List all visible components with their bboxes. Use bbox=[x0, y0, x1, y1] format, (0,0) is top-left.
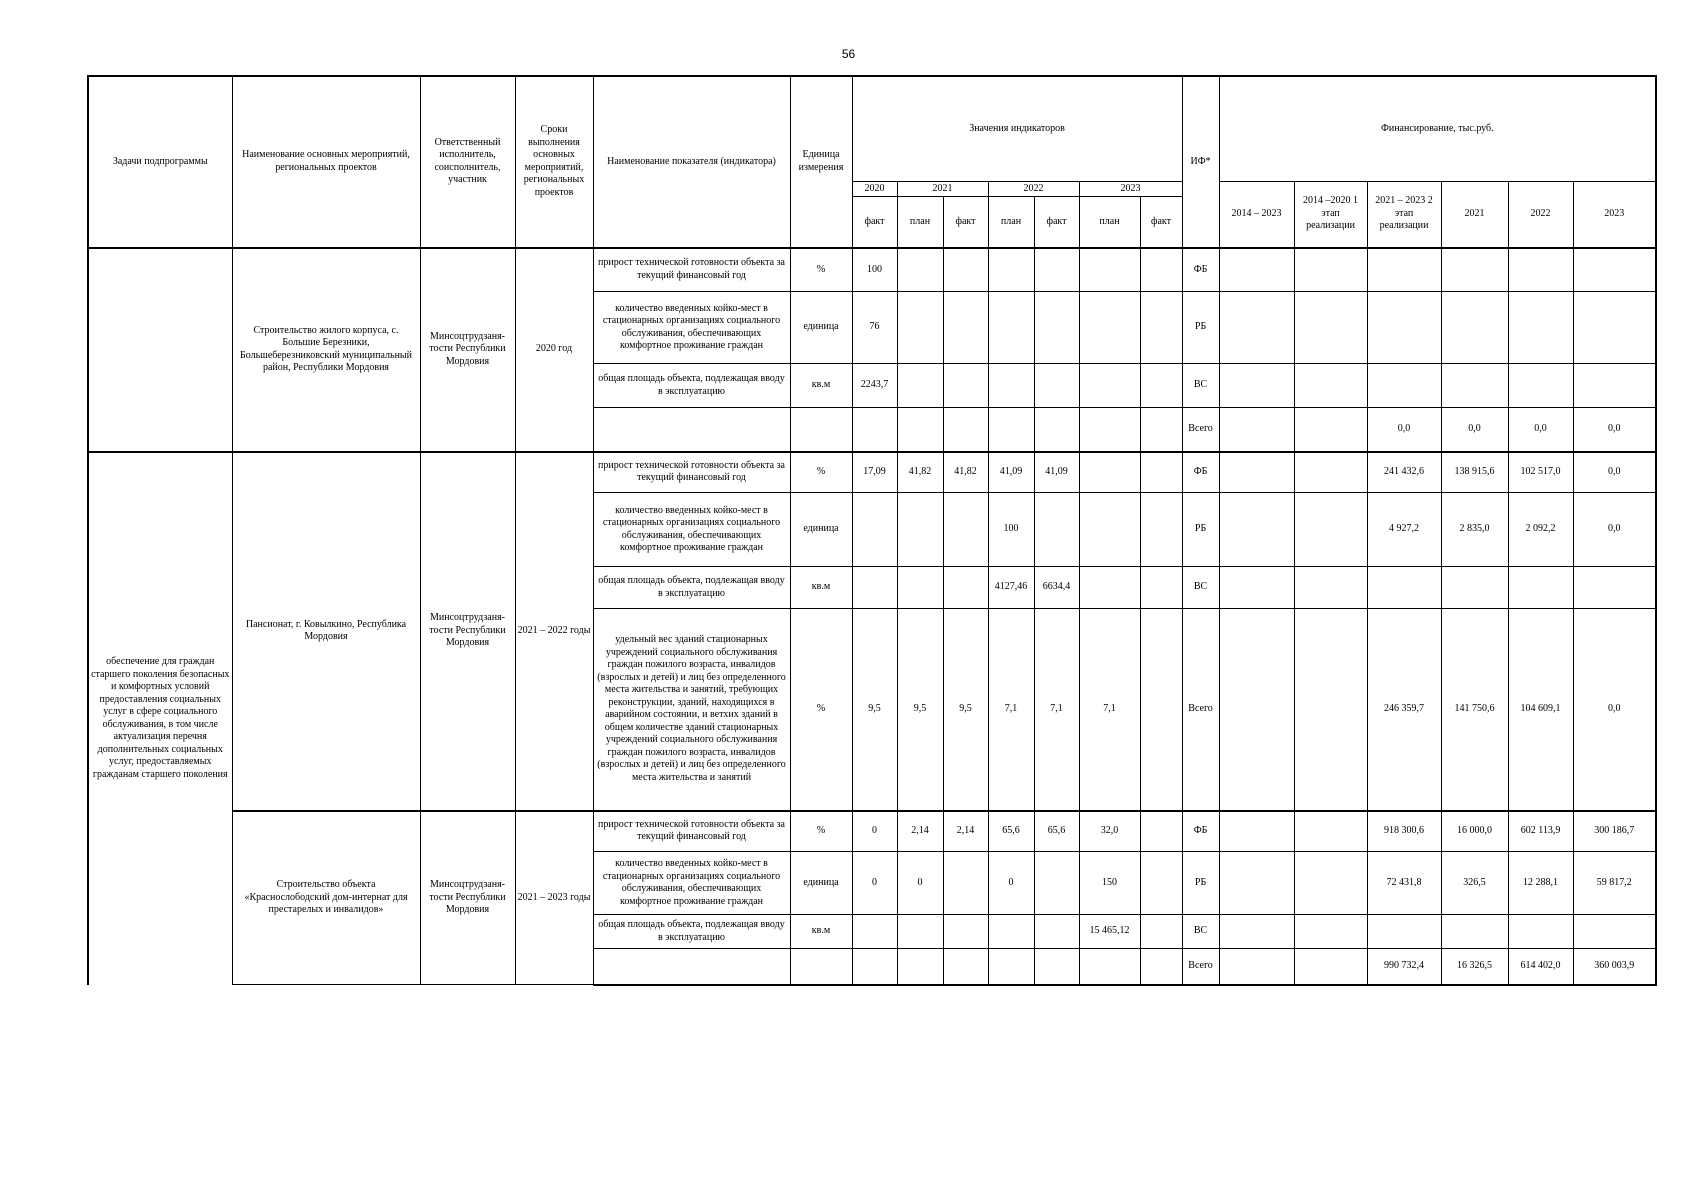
unit-cell: кв.м bbox=[790, 915, 852, 949]
header-sub: факт bbox=[943, 197, 988, 248]
financing-value: 102 517,0 bbox=[1508, 452, 1573, 493]
header-sub: факт bbox=[1140, 197, 1182, 248]
indicator-name: удельный вес зданий стационарных учреждений социального обслуживания граждан пожилого возраста, инвалидов (взрослых и детей) и лиц без определенного места жительства и занятий, требующих реконструкции, зданий, находящихся в аварийном состоянии, и ветхих зданий в общем количестве зданий стационарных учреждений социального обслуживания граждан пожилого возраста, инвалидов (взрослых и детей) и лиц без определенного места жительства и занятий bbox=[593, 609, 790, 811]
indicator-value bbox=[852, 493, 897, 567]
indicator-value bbox=[988, 292, 1034, 364]
header-task: Задачи подпрограммы bbox=[88, 76, 232, 248]
indicator-value bbox=[852, 915, 897, 949]
financing-value: 2 092,2 bbox=[1508, 493, 1573, 567]
financing-value: 4 927,2 bbox=[1367, 493, 1441, 567]
indicator-value bbox=[943, 248, 988, 292]
unit-cell: единица bbox=[790, 493, 852, 567]
financing-value bbox=[1219, 811, 1294, 852]
task-cell: обеспечение для граждан старшего поколения безопасных и комфортных условий предоставления социальных услуг в сфере социального обслуживания, в том числе актуализация перечня дополнительных социальных услуг, предоставляемых гражданам старшего поколения bbox=[88, 452, 232, 985]
indicator-value bbox=[1140, 915, 1182, 949]
source-cell: Всего bbox=[1182, 609, 1219, 811]
indicator-value bbox=[1079, 364, 1140, 408]
indicator-value: 9,5 bbox=[852, 609, 897, 811]
indicator-value bbox=[1140, 609, 1182, 811]
indicator-value bbox=[943, 364, 988, 408]
indicator-name: количество введенных койко-мест в стационарных организациях социального обслуживания, обеспечивающих комфортное проживание граждан bbox=[593, 852, 790, 915]
financing-value bbox=[1219, 248, 1294, 292]
indicator-value: 76 bbox=[852, 292, 897, 364]
indicator-value bbox=[1079, 248, 1140, 292]
indicator-value: 7,1 bbox=[1079, 609, 1140, 811]
financing-value: 614 402,0 bbox=[1508, 949, 1573, 985]
indicator-name bbox=[593, 949, 790, 985]
indicator-value: 4127,46 bbox=[988, 567, 1034, 609]
financing-value bbox=[1508, 292, 1573, 364]
unit-cell bbox=[790, 949, 852, 985]
indicator-value: 32,0 bbox=[1079, 811, 1140, 852]
financing-value bbox=[1219, 364, 1294, 408]
indicator-value bbox=[1140, 949, 1182, 985]
header-measures: Наименование основных мероприятий, региональных проектов bbox=[232, 76, 420, 248]
financing-value bbox=[1294, 248, 1367, 292]
unit-cell: % bbox=[790, 452, 852, 493]
financing-value bbox=[1294, 292, 1367, 364]
indicator-value: 7,1 bbox=[1034, 609, 1079, 811]
program-table bbox=[87, 75, 1657, 986]
header-sub: план bbox=[897, 197, 943, 248]
header-fin-stage1: 2014 –2020 1 этап реализации bbox=[1294, 181, 1367, 248]
unit-cell: единица bbox=[790, 852, 852, 915]
indicator-value: 0 bbox=[988, 852, 1034, 915]
financing-value bbox=[1508, 364, 1573, 408]
indicator-value bbox=[1140, 452, 1182, 493]
financing-value bbox=[1294, 949, 1367, 985]
financing-value: 918 300,6 bbox=[1367, 811, 1441, 852]
indicator-value bbox=[897, 408, 943, 452]
indicator-value bbox=[1140, 811, 1182, 852]
indicator-name: количество введенных койко-мест в стационарных организациях социального обслуживания, обеспечивающих комфортное проживание граждан bbox=[593, 292, 790, 364]
indicator-value bbox=[1140, 493, 1182, 567]
header-fin-total: 2014 – 2023 bbox=[1219, 181, 1294, 248]
financing-value bbox=[1573, 248, 1656, 292]
page-number: 56 bbox=[841, 47, 856, 61]
responsible-name: Минсоцтрудзаня-тости Республики Мордовия bbox=[420, 811, 515, 985]
indicator-value: 17,09 bbox=[852, 452, 897, 493]
table-row bbox=[88, 248, 1656, 292]
financing-value bbox=[1294, 408, 1367, 452]
financing-value bbox=[1219, 609, 1294, 811]
header-year-2020: 2020 bbox=[852, 181, 897, 197]
financing-value bbox=[1294, 609, 1367, 811]
financing-value bbox=[1219, 915, 1294, 949]
indicator-value bbox=[1140, 292, 1182, 364]
financing-value: 0,0 bbox=[1441, 408, 1508, 452]
indicator-name: прирост технической готовности объекта за текущий финансовый год bbox=[593, 248, 790, 292]
indicator-value bbox=[852, 408, 897, 452]
indicator-value: 0 bbox=[897, 852, 943, 915]
indicator-value bbox=[1140, 364, 1182, 408]
financing-value bbox=[1573, 915, 1656, 949]
indicator-value: 2243,7 bbox=[852, 364, 897, 408]
financing-value bbox=[1367, 915, 1441, 949]
table-row bbox=[88, 452, 1656, 493]
indicator-name: прирост технической готовности объекта за текущий финансовый год bbox=[593, 811, 790, 852]
indicator-value bbox=[943, 408, 988, 452]
header-year-2022: 2022 bbox=[988, 181, 1079, 197]
indicator-value: 6634,4 bbox=[1034, 567, 1079, 609]
indicator-value bbox=[988, 248, 1034, 292]
financing-value bbox=[1219, 408, 1294, 452]
source-cell: РБ bbox=[1182, 493, 1219, 567]
indicator-value bbox=[1034, 408, 1079, 452]
indicator-value: 100 bbox=[852, 248, 897, 292]
indicator-value bbox=[1079, 292, 1140, 364]
indicator-value bbox=[1079, 493, 1140, 567]
indicator-value bbox=[1140, 567, 1182, 609]
source-cell: РБ bbox=[1182, 852, 1219, 915]
financing-value: 16 326,5 bbox=[1441, 949, 1508, 985]
header-sub: факт bbox=[852, 197, 897, 248]
indicator-value: 9,5 bbox=[897, 609, 943, 811]
indicator-value: 9,5 bbox=[943, 609, 988, 811]
indicator-value bbox=[897, 949, 943, 985]
indicator-value bbox=[1140, 408, 1182, 452]
header-financing: Финансирование, тыс.руб. bbox=[1219, 76, 1656, 181]
financing-value bbox=[1508, 567, 1573, 609]
source-cell: ВС bbox=[1182, 915, 1219, 949]
financing-value: 2 835,0 bbox=[1441, 493, 1508, 567]
indicator-value bbox=[988, 915, 1034, 949]
source-cell: ФБ bbox=[1182, 811, 1219, 852]
financing-value bbox=[1508, 915, 1573, 949]
financing-value: 246 359,7 bbox=[1367, 609, 1441, 811]
financing-value: 0,0 bbox=[1573, 408, 1656, 452]
indicator-value bbox=[1034, 292, 1079, 364]
financing-value bbox=[1294, 452, 1367, 493]
header-fin-2022: 2022 bbox=[1508, 181, 1573, 248]
financing-value: 12 288,1 bbox=[1508, 852, 1573, 915]
unit-cell: единица bbox=[790, 292, 852, 364]
financing-value: 0,0 bbox=[1573, 609, 1656, 811]
responsible-name: Минсоцтрудзаня-тости Республики Мордовия bbox=[420, 248, 515, 452]
financing-value bbox=[1294, 364, 1367, 408]
unit-cell: % bbox=[790, 811, 852, 852]
financing-value bbox=[1441, 915, 1508, 949]
unit-cell: % bbox=[790, 609, 852, 811]
indicator-value bbox=[1140, 852, 1182, 915]
financing-value: 141 750,6 bbox=[1441, 609, 1508, 811]
financing-value: 16 000,0 bbox=[1441, 811, 1508, 852]
header-terms: Сроки выполнения основных мероприятий, региональных проектов bbox=[515, 76, 593, 248]
financing-value bbox=[1294, 811, 1367, 852]
indicator-value bbox=[897, 567, 943, 609]
indicator-value: 65,6 bbox=[1034, 811, 1079, 852]
indicator-value bbox=[1034, 949, 1079, 985]
indicator-value: 41,82 bbox=[897, 452, 943, 493]
source-cell: ВС bbox=[1182, 567, 1219, 609]
financing-value: 326,5 bbox=[1441, 852, 1508, 915]
measure-name: Пансионат, г. Ковылкино, Республика Мордовия bbox=[232, 452, 420, 811]
indicator-value: 2,14 bbox=[943, 811, 988, 852]
header-sub: факт bbox=[1034, 197, 1079, 248]
term-cell: 2021 – 2022 годы bbox=[515, 452, 593, 811]
financing-value bbox=[1367, 364, 1441, 408]
responsible-name: Минсоцтрудзаня-тости Республики Мордовия bbox=[420, 452, 515, 811]
source-cell: Всего bbox=[1182, 949, 1219, 985]
indicator-value bbox=[897, 915, 943, 949]
table-row bbox=[88, 811, 1656, 852]
indicator-name: общая площадь объекта, подлежащая вводу в эксплуатацию bbox=[593, 915, 790, 949]
indicator-value: 41,82 bbox=[943, 452, 988, 493]
header-indicator-values: Значения индикаторов bbox=[852, 76, 1182, 181]
header-sub: план bbox=[988, 197, 1034, 248]
indicator-value: 41,09 bbox=[1034, 452, 1079, 493]
source-cell: ФБ bbox=[1182, 452, 1219, 493]
financing-value bbox=[1219, 452, 1294, 493]
term-cell: 2020 год bbox=[515, 248, 593, 452]
financing-value bbox=[1219, 493, 1294, 567]
indicator-value bbox=[1079, 408, 1140, 452]
indicator-value bbox=[897, 292, 943, 364]
financing-value: 360 003,9 bbox=[1573, 949, 1656, 985]
task-cell-empty bbox=[88, 248, 232, 452]
header-unit: Единица измерения bbox=[790, 76, 852, 248]
financing-value bbox=[1441, 364, 1508, 408]
financing-value: 0,0 bbox=[1573, 493, 1656, 567]
financing-value: 0,0 bbox=[1573, 452, 1656, 493]
source-cell: ФБ bbox=[1182, 248, 1219, 292]
indicator-value bbox=[852, 567, 897, 609]
financing-value bbox=[1294, 567, 1367, 609]
financing-value bbox=[1294, 915, 1367, 949]
indicator-value bbox=[943, 852, 988, 915]
financing-value: 990 732,4 bbox=[1367, 949, 1441, 985]
indicator-value bbox=[988, 364, 1034, 408]
indicator-value bbox=[943, 915, 988, 949]
indicator-value: 100 bbox=[988, 493, 1034, 567]
financing-value: 72 431,8 bbox=[1367, 852, 1441, 915]
financing-value: 138 915,6 bbox=[1441, 452, 1508, 493]
financing-value: 241 432,6 bbox=[1367, 452, 1441, 493]
indicator-value bbox=[988, 408, 1034, 452]
indicator-value: 150 bbox=[1079, 852, 1140, 915]
header-fin-2023: 2023 bbox=[1573, 181, 1656, 248]
header-fin-stage2: 2021 – 2023 2 этап реализации bbox=[1367, 181, 1441, 248]
indicator-value bbox=[1034, 915, 1079, 949]
indicator-value bbox=[943, 567, 988, 609]
financing-value bbox=[1367, 248, 1441, 292]
financing-value bbox=[1441, 248, 1508, 292]
indicator-value bbox=[1034, 852, 1079, 915]
indicator-name: прирост технической готовности объекта за текущий финансовый год bbox=[593, 452, 790, 493]
indicator-value: 65,6 bbox=[988, 811, 1034, 852]
indicator-value: 7,1 bbox=[988, 609, 1034, 811]
unit-cell: кв.м bbox=[790, 567, 852, 609]
indicator-name: общая площадь объекта, подлежащая вводу в эксплуатацию bbox=[593, 567, 790, 609]
indicator-value bbox=[897, 248, 943, 292]
financing-value bbox=[1294, 852, 1367, 915]
indicator-value bbox=[897, 364, 943, 408]
indicator-name bbox=[593, 408, 790, 452]
financing-value bbox=[1367, 292, 1441, 364]
header-indicator: Наименование показателя (индикатора) bbox=[593, 76, 790, 248]
measure-name: Строительство жилого корпуса, с. Большие Березники, Большеберезниковский муниципальный район, Республики Мордовия bbox=[232, 248, 420, 452]
financing-value bbox=[1573, 567, 1656, 609]
financing-value bbox=[1573, 364, 1656, 408]
financing-value bbox=[1367, 567, 1441, 609]
financing-value bbox=[1219, 852, 1294, 915]
indicator-value bbox=[1140, 248, 1182, 292]
indicator-value bbox=[1034, 364, 1079, 408]
unit-cell: % bbox=[790, 248, 852, 292]
indicator-value bbox=[943, 493, 988, 567]
header-year-2023: 2023 bbox=[1079, 181, 1182, 197]
financing-value: 300 186,7 bbox=[1573, 811, 1656, 852]
financing-value: 0,0 bbox=[1367, 408, 1441, 452]
indicator-value: 15 465,12 bbox=[1079, 915, 1140, 949]
indicator-value: 41,09 bbox=[988, 452, 1034, 493]
indicator-value bbox=[988, 949, 1034, 985]
unit-cell bbox=[790, 408, 852, 452]
indicator-value: 2,14 bbox=[897, 811, 943, 852]
header-source: ИФ* bbox=[1182, 76, 1219, 248]
financing-value bbox=[1441, 567, 1508, 609]
header-fin-2021: 2021 bbox=[1441, 181, 1508, 248]
financing-value bbox=[1294, 493, 1367, 567]
indicator-value bbox=[943, 292, 988, 364]
financing-value: 602 113,9 bbox=[1508, 811, 1573, 852]
indicator-value bbox=[852, 949, 897, 985]
indicator-value bbox=[1034, 248, 1079, 292]
financing-value bbox=[1508, 248, 1573, 292]
indicator-value bbox=[1034, 493, 1079, 567]
indicator-value bbox=[943, 949, 988, 985]
indicator-value bbox=[1079, 567, 1140, 609]
indicator-value: 0 bbox=[852, 852, 897, 915]
financing-value bbox=[1219, 292, 1294, 364]
financing-value bbox=[1219, 949, 1294, 985]
financing-value bbox=[1219, 567, 1294, 609]
financing-value: 0,0 bbox=[1508, 408, 1573, 452]
header-sub: план bbox=[1079, 197, 1140, 248]
header-year-2021: 2021 bbox=[897, 181, 988, 197]
financing-value bbox=[1573, 292, 1656, 364]
indicator-value bbox=[897, 493, 943, 567]
indicator-name: количество введенных койко-мест в стационарных организациях социального обслуживания, обеспечивающих комфортное проживание граждан bbox=[593, 493, 790, 567]
indicator-value: 0 bbox=[852, 811, 897, 852]
term-cell: 2021 – 2023 годы bbox=[515, 811, 593, 985]
financing-value: 59 817,2 bbox=[1573, 852, 1656, 915]
measure-name: Строительство объекта «Краснослободский дом-интернат для престарелых и инвалидов» bbox=[232, 811, 420, 985]
source-cell: РБ bbox=[1182, 292, 1219, 364]
source-cell: Всего bbox=[1182, 408, 1219, 452]
indicator-name: общая площадь объекта, подлежащая вводу в эксплуатацию bbox=[593, 364, 790, 408]
source-cell: ВС bbox=[1182, 364, 1219, 408]
financing-value bbox=[1441, 292, 1508, 364]
financing-value: 104 609,1 bbox=[1508, 609, 1573, 811]
indicator-value bbox=[1079, 452, 1140, 493]
indicator-value bbox=[1079, 949, 1140, 985]
unit-cell: кв.м bbox=[790, 364, 852, 408]
header-responsible: Ответственный исполнитель, соисполнитель, участник bbox=[420, 76, 515, 248]
